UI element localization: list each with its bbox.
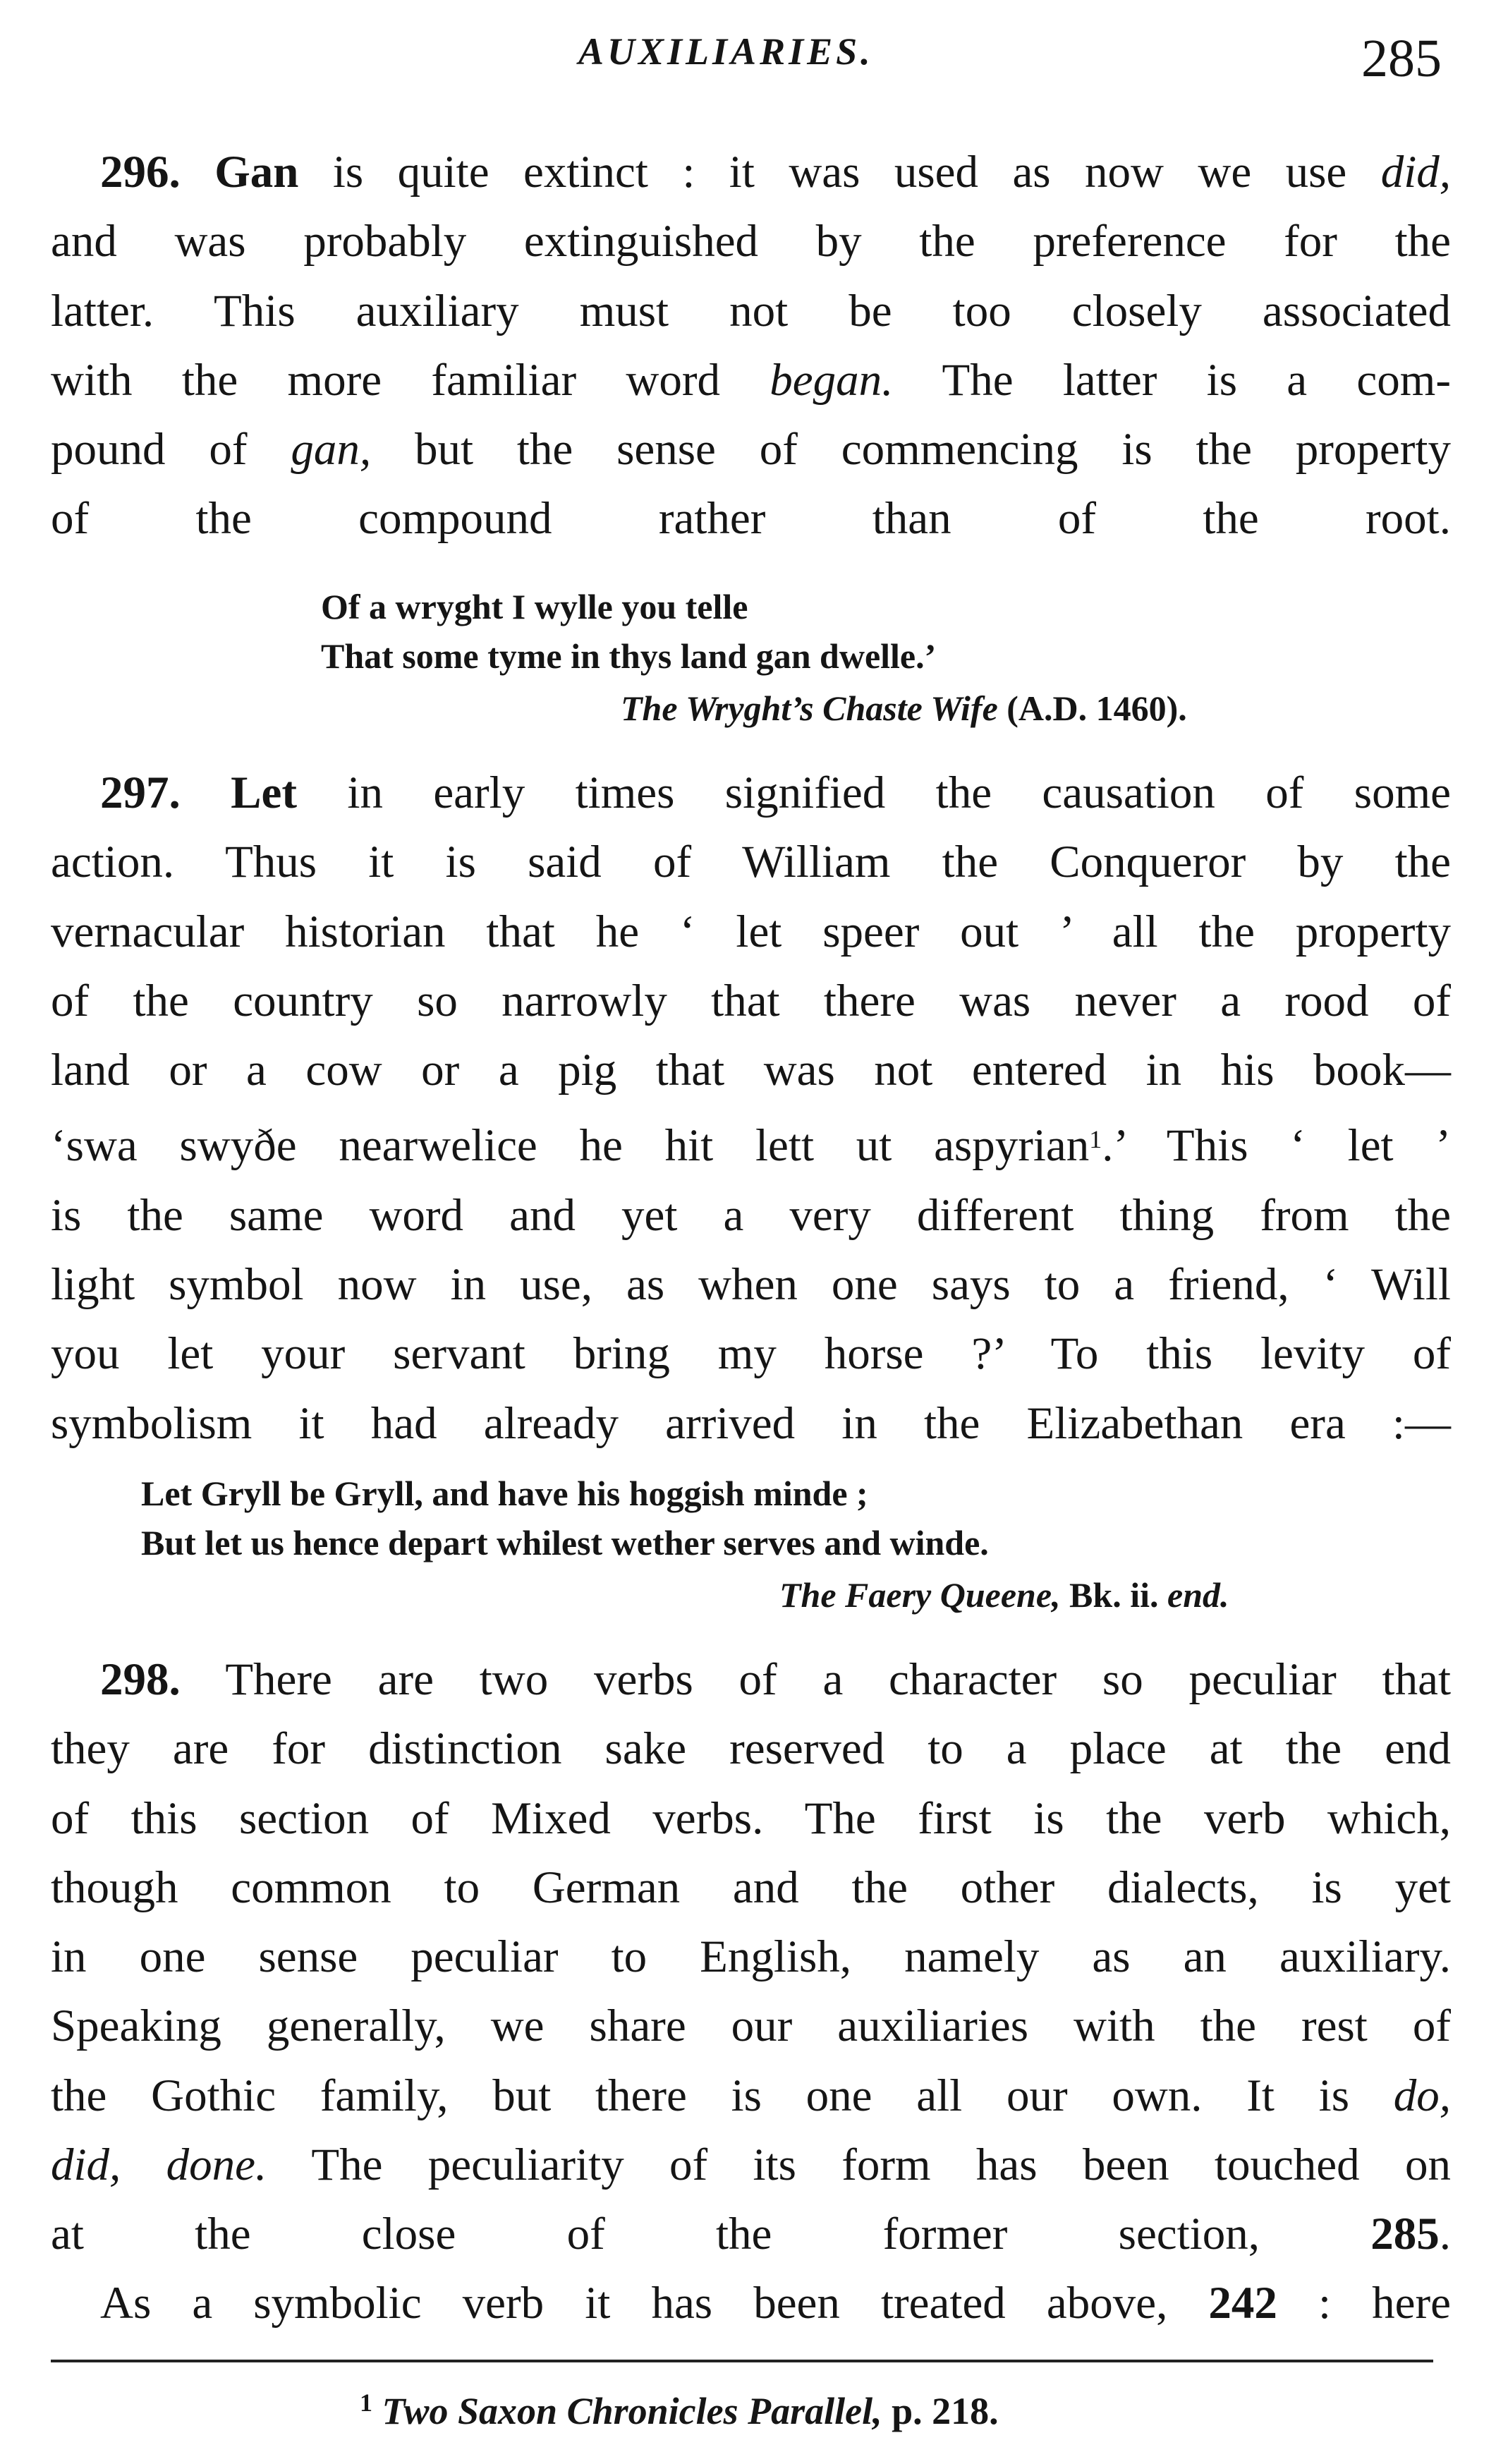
- text-line: action. Thus it is said of William the Conqueror by the: [51, 837, 1451, 888]
- era-label: A.D.: [1018, 688, 1088, 728]
- footnote-page: p. 218.: [882, 2390, 999, 2432]
- page-number: 285: [1361, 29, 1442, 88]
- text-span: pound of: [51, 424, 291, 475]
- italic-word: did, done.: [51, 2140, 267, 2191]
- italic-word: did,: [1380, 147, 1452, 198]
- text-line: and was probably extinguished by the preference for the: [51, 216, 1451, 267]
- text-line: though common to German and the other dialects, is yet: [51, 1862, 1451, 1913]
- text-line: light symbol now in use, as when one says to a friend, ‘ Will: [51, 1259, 1451, 1311]
- footnote-mark: 1: [360, 2389, 372, 2417]
- text-span: with the more familiar word: [51, 354, 770, 406]
- verse-line: Of a wryght I wylle you telle: [321, 587, 748, 626]
- paragraph-continuation: [51, 2269, 1451, 2338]
- text-line: of this section of Mixed verbs. The first is the verb which,: [51, 1792, 1451, 1844]
- text-line: is the same word and yet a very different thing from the: [51, 1189, 1451, 1241]
- text-line: of the country so narrowly that there was never a rood of: [51, 975, 1451, 1026]
- source-title: The Faery Queene,: [779, 1575, 1061, 1615]
- italic-word: gan,: [291, 424, 372, 475]
- section-number: 296.: [100, 147, 181, 198]
- source-title: The Wryght’s Chaste Wife: [621, 688, 998, 728]
- text-line: [51, 2130, 1451, 2199]
- text-line: symbolism it had already arrived in the Elizabethan era :—: [51, 1397, 1451, 1449]
- text-line: [51, 1105, 1451, 1180]
- text-line: [51, 758, 1451, 827]
- paragraph-296: [51, 138, 1451, 554]
- quote-source: [621, 688, 1187, 729]
- text-span: (: [997, 688, 1018, 728]
- text-line: of the compound rather than of the root.: [51, 493, 1451, 545]
- text-line: vernacular historian that he ‘ let speer out ’ all the property: [51, 906, 1451, 957]
- footnote-divider: [51, 2360, 1433, 2362]
- text-span: The peculiarity of its form has been touched on: [267, 2140, 1451, 2191]
- text-span: 1460).: [1087, 688, 1187, 728]
- section-number: 298.: [100, 1654, 181, 1705]
- verse-quote: [321, 582, 936, 681]
- text-span: .: [1439, 2209, 1451, 2260]
- text-span: Bk. ii.: [1060, 1575, 1167, 1615]
- text-line: land or a cow or a pig that was not entered in his book—: [51, 1045, 1451, 1096]
- text-span: is quite extinct : it was used as now we use: [298, 147, 1381, 198]
- headword: Let: [231, 767, 297, 818]
- text-line: [51, 138, 1451, 207]
- text-span: in early times signified the causation of some: [297, 767, 1452, 818]
- verse-line: That some tyme in thys land gan dwelle.’: [321, 636, 937, 676]
- text-line: [51, 415, 1451, 484]
- headword: Gan: [214, 147, 299, 198]
- text-line: they are for distinction sake reserved to a place at the end: [51, 1723, 1451, 1775]
- text-span: The latter is a com-: [893, 354, 1451, 406]
- footnote-title: Two Saxon Chronicles Parallel,: [382, 2390, 882, 2432]
- section-reference: 285: [1370, 2209, 1440, 2260]
- quote-source: [779, 1574, 1229, 1615]
- verse-quote: [141, 1469, 989, 1567]
- text-span: at the close of the former section,: [51, 2209, 1371, 2260]
- section-reference: 242: [1208, 2278, 1277, 2329]
- text-line: [51, 1645, 1451, 1714]
- text-line: [51, 2199, 1451, 2269]
- footnote-reference: 1: [1089, 1125, 1102, 1154]
- text-line: you let your servant bring my horse ?’ To this levity of: [51, 1328, 1451, 1380]
- text-line: [51, 2269, 1451, 2338]
- italic-word: began.: [770, 354, 894, 406]
- text-span: the Gothic family, but there is one all our own. It is: [51, 2070, 1394, 2121]
- text-span: .’ This ‘ let ’: [1102, 1120, 1451, 1172]
- text-line: in one sense peculiar to English, namely as an auxiliary.: [51, 1931, 1451, 1983]
- text-span: There are two verbs of a character so peculiar that: [180, 1654, 1451, 1705]
- paragraph-297: [51, 758, 1451, 1458]
- verse-line: Let Gryll be Gryll, and have his hoggish minde ;: [141, 1474, 868, 1513]
- verse-line: But let us hence depart whilest wether serves and winde.: [141, 1523, 989, 1562]
- text-span: : here: [1277, 2278, 1452, 2329]
- footnote: [360, 2388, 999, 2433]
- text-line: [51, 346, 1451, 415]
- text-line: [51, 2061, 1451, 2130]
- paragraph-298: [51, 1645, 1451, 2269]
- italic-word: do,: [1393, 2070, 1451, 2121]
- text-span: As a symbolic verb it has been treated above,: [100, 2278, 1209, 2329]
- section-number: 297.: [100, 767, 181, 818]
- text-span: but the sense of commencing is the property: [371, 424, 1451, 475]
- running-title: AUXILIARIES.: [578, 30, 874, 73]
- text-line: latter. This auxiliary must not be too closely associated: [51, 285, 1451, 336]
- italic-word: end.: [1167, 1575, 1229, 1615]
- text-span: ‘swa swyðe nearwelice he hit lett ut aspyrian: [51, 1120, 1090, 1172]
- text-line: Speaking generally, we share our auxiliaries with the rest of: [51, 2001, 1451, 2052]
